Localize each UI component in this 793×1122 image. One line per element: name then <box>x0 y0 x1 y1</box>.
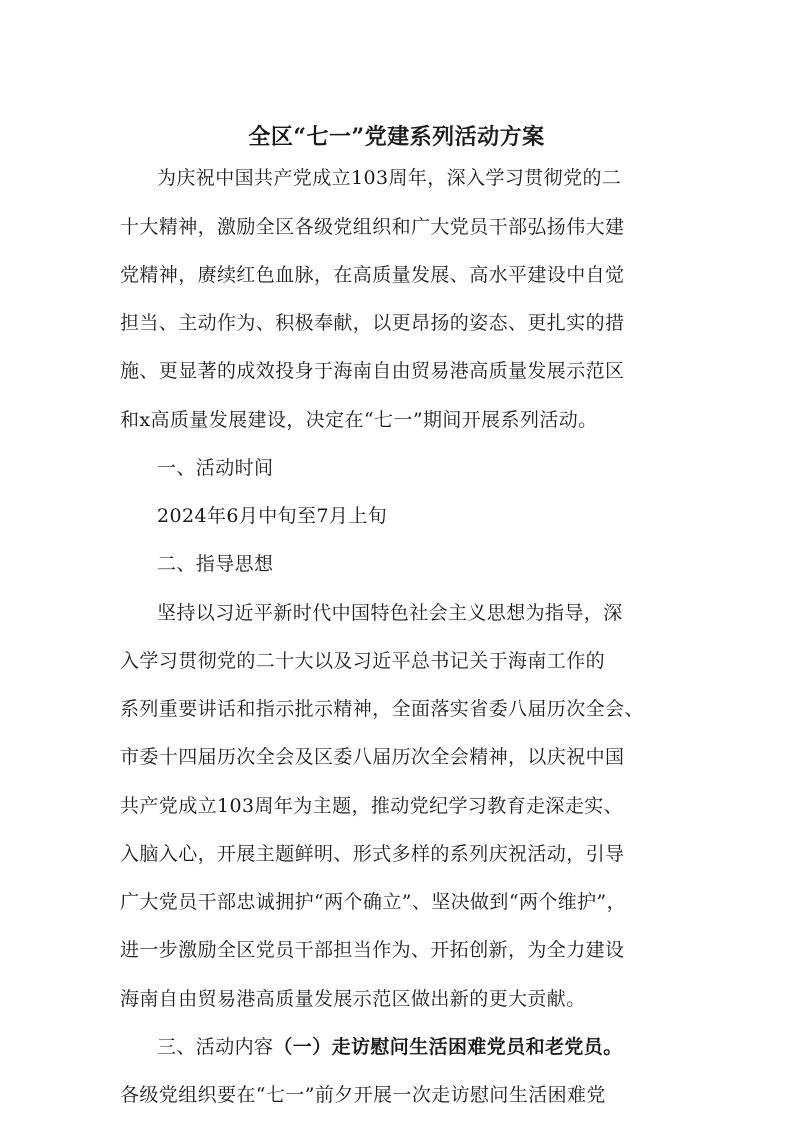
document-title: 全区“七一”党建系列活动方案 <box>248 124 545 150</box>
guidance-line-7: 广大党员干部忠诚拥护“两个确立”、坚决做到“两个维护”， <box>120 891 627 913</box>
guidance-line-3: 系列重要讲话和指示批示精神，全面落实省委八届历次全会、 <box>120 698 644 720</box>
intro-line-5: 施、更显著的成效投身于海南自由贸易港高质量发展示范区 <box>120 360 625 382</box>
intro-line-2: 十大精神，激励全区各级党组织和广大党员干部弘扬伟大建 <box>120 216 625 238</box>
section-heading-content-row <box>157 1032 623 1059</box>
content-line-1: 各级党组织要在“七一”前夕开展一次走访慰问生活困难党 <box>120 1084 606 1106</box>
guidance-line-5: 共产党成立103周年为主题，推动党纪学习教育走深走实、 <box>120 795 624 817</box>
guidance-line-4: 市委十四届历次全会及区委八届历次全会精神，以庆祝中国 <box>120 746 625 768</box>
guidance-line-6: 入脑入心，开展主题鲜明、形式多样的系列庆祝活动，引导 <box>120 843 625 865</box>
intro-line-1: 为庆祝中国共产党成立103周年，深入学习贯彻党的二 <box>157 167 622 189</box>
section-body-time: 2024年6月中旬至7月上旬 <box>157 505 388 527</box>
guidance-line-2: 入学习贯彻党的二十大以及习近平总书记关于海南工作的 <box>120 650 606 672</box>
guidance-line-8: 进一步激励全区党员干部担当作为、开拓创新，为全力建设 <box>120 939 625 961</box>
section-heading-content: 三、活动内容 <box>157 1036 274 1058</box>
intro-line-4: 担当、主动作为、积极奉献，以更昂扬的姿态、更扎实的措 <box>120 312 625 334</box>
subsection-heading-visits: （一）走访慰问生活困难党员和老党员。 <box>273 1036 623 1058</box>
section-heading-time: 一、活动时间 <box>157 457 274 479</box>
guidance-line-1: 坚持以习近平新时代中国特色社会主义思想为指导，深 <box>157 602 623 624</box>
intro-line-6: 和x高质量发展建设，决定在“七一”期间开展系列活动。 <box>120 409 598 431</box>
section-heading-guidance: 二、指导思想 <box>157 553 274 575</box>
guidance-line-9: 海南自由贸易港高质量发展示范区做出新的更大贡献。 <box>120 988 586 1010</box>
intro-line-3: 党精神，赓续红色血脉，在高质量发展、高水平建设中自觉 <box>120 264 625 286</box>
